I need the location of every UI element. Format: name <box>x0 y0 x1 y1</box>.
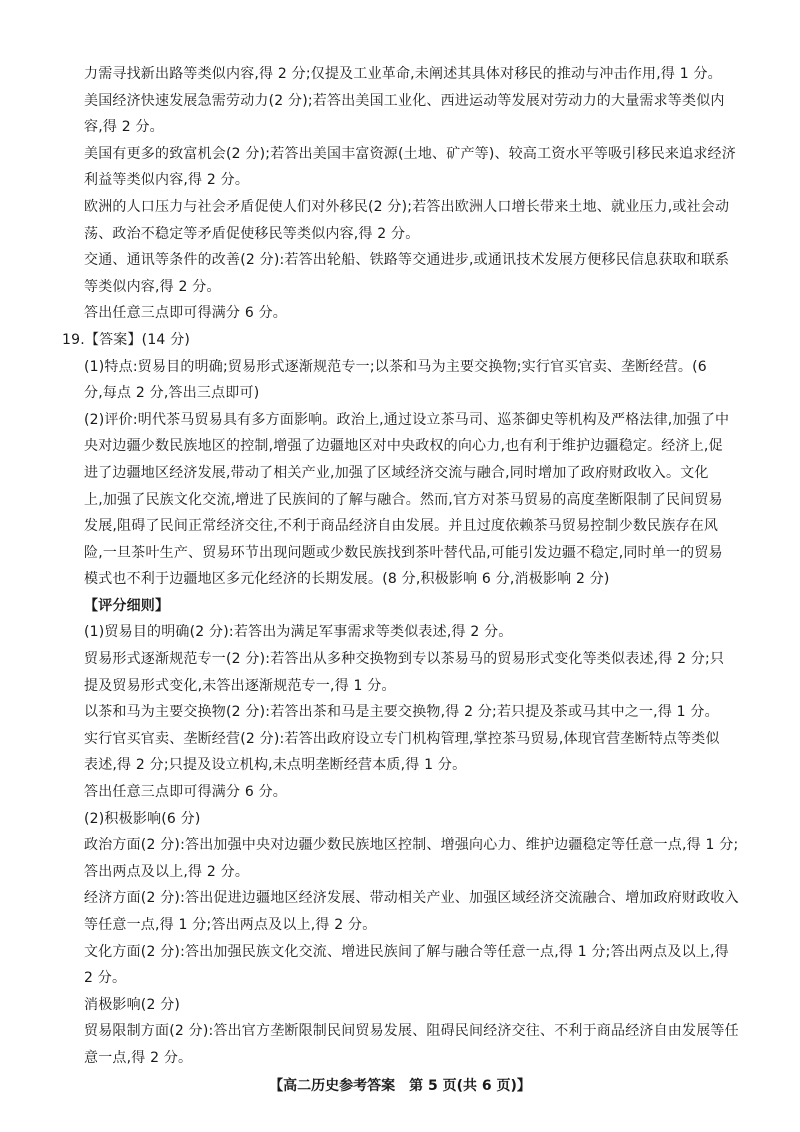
text-line: 2 分。 <box>84 970 127 986</box>
text-line: 上,加强了民族文化交流,增进了民族间的了解与融合。然而,官方对茶马贸易的高度垄断限制了民间贸易 <box>84 492 723 508</box>
text-line: 等类似内容,得 2 分。 <box>84 279 221 295</box>
text-line: 险,一旦茶叶生产、贸易环节出现问题或少数民族找到茶叶替代品,可能引发边疆不稳定,同时单一的贸易 <box>84 545 723 561</box>
text-line: 央对边疆少数民族地区的控制,增强了边疆地区对中央政权的向心力,也有利于维护边疆稳定。经济上,促 <box>84 438 723 454</box>
text-line: 消极影响(2 分) <box>84 997 181 1013</box>
question-19-heading: 19.【答案】(14 分) <box>62 332 191 348</box>
text-line: 模式也不利于边疆地区多元化经济的长期发展。(8 分,积极影响 6 分,消极影响 2 分) <box>84 571 610 587</box>
text-line: 力需寻找新出路等类似内容,得 2 分;仅提及工业革命,未阐述其具体对移民的推动与冲击作用,得 1 分。 <box>84 66 722 82</box>
text-line: 进了边疆地区经济发展,带动了相关产业,加强了区域经济交流与融合,同时增加了政府财政收入。文化 <box>84 465 709 481</box>
text-line: (2)评价:明代茶马贸易具有多方面影响。政治上,通过设立茶马司、巡茶御史等机构及严格法律,加强了中 <box>84 412 730 428</box>
text-line: 答出任意三点即可得满分 6 分。 <box>84 784 288 800</box>
text-line: 荡、政治不稳定等矛盾促使移民等类似内容,得 2 分。 <box>84 226 420 242</box>
text-line: 实行官买官卖、垄断经营(2 分):若答出政府设立专门机构管理,掌控茶马贸易,体现官营垄断特点等类似 <box>84 731 720 747</box>
text-line: 文化方面(2 分):答出加强民族文化交流、增进民族间了解与融合等任意一点,得 1 分;答出两点及以上,得 <box>84 944 729 960</box>
text-line: 意一点,得 2 分。 <box>84 1050 193 1066</box>
text-line: (2)积极影响(6 分) <box>84 811 201 827</box>
text-line: 提及贸易形式变化,未答出逐渐规范专一,得 1 分。 <box>84 678 396 694</box>
text-line: (1)特点:贸易目的明确;贸易形式逐渐规范专一;以茶和马为主要交换物;实行官买官卖、垄断经营。(6 <box>84 359 707 375</box>
text-line: 答出任意三点即可得满分 6 分。 <box>84 305 288 321</box>
text-line: 分,每点 2 分,答出三点即可) <box>84 385 260 401</box>
text-line: 贸易形式逐渐规范专一(2 分):若答出从多种交换物到专以茶易马的贸易形式变化等类似表述,得 2 分;只 <box>84 651 725 667</box>
text-line: 美国经济快速发展急需劳动力(2 分);若答出美国工业化、西进运动等发展对劳动力的大量需求等类似内 <box>84 93 725 109</box>
text-line: 贸易限制方面(2 分):答出官方垄断限制民间贸易发展、阻碍民间经济交往、不利于商品经济自由发展等任 <box>84 1023 739 1039</box>
text-line: 等任意一点,得 1 分;答出两点及以上,得 2 分。 <box>84 917 377 933</box>
page-footer: 【高二历史参考答案 第 5 页(共 6 页)】 <box>269 1078 531 1094</box>
text-line: 容,得 2 分。 <box>84 119 164 135</box>
text-line: 答出两点及以上,得 2 分。 <box>84 864 250 880</box>
text-line: 发展,阻碍了民间正常经济交往,不利于商品经济自由发展。并且过度依赖茶马贸易控制少数民族存在风 <box>84 518 719 534</box>
text-line: 美国有更多的致富机会(2 分);若答出美国丰富资源(土地、矿产等)、较高工资水平等吸引移民来追求经济 <box>84 146 736 162</box>
text-line: 交通、通讯等条件的改善(2 分):若答出轮船、铁路等交通进步,或通讯技术发展方便移民信息获取和联系 <box>84 252 730 268</box>
text-line: 欧洲的人口压力与社会矛盾促使人们对外移民(2 分);若答出欧洲人口增长带来土地、就业压力,或社会动 <box>84 199 730 215</box>
text-line: 以茶和马为主要交换物(2 分):若答出茶和马是主要交换物,得 2 分;若只提及茶或马其中之一,得 1 分。 <box>84 704 719 720</box>
text-line: 利益等类似内容,得 2 分。 <box>84 172 250 188</box>
text-line: 经济方面(2 分):答出促进边疆地区经济发展、带动相关产业、加强区域经济交流融合、增加政府财政收入 <box>84 890 739 906</box>
text-line: 表述,得 2 分;只提及设立机构,未点明垄断经营本质,得 1 分。 <box>84 757 467 773</box>
text-line: 政治方面(2 分):答出加强中央对边疆少数民族地区控制、增强向心力、维护边疆稳定等任意一点,得 1 分; <box>84 837 739 853</box>
text-line: (1)贸易目的明确(2 分):若答出为满足军事需求等类似表述,得 2 分。 <box>84 624 513 640</box>
scoring-rules-heading: 【评分细则】 <box>84 598 170 614</box>
